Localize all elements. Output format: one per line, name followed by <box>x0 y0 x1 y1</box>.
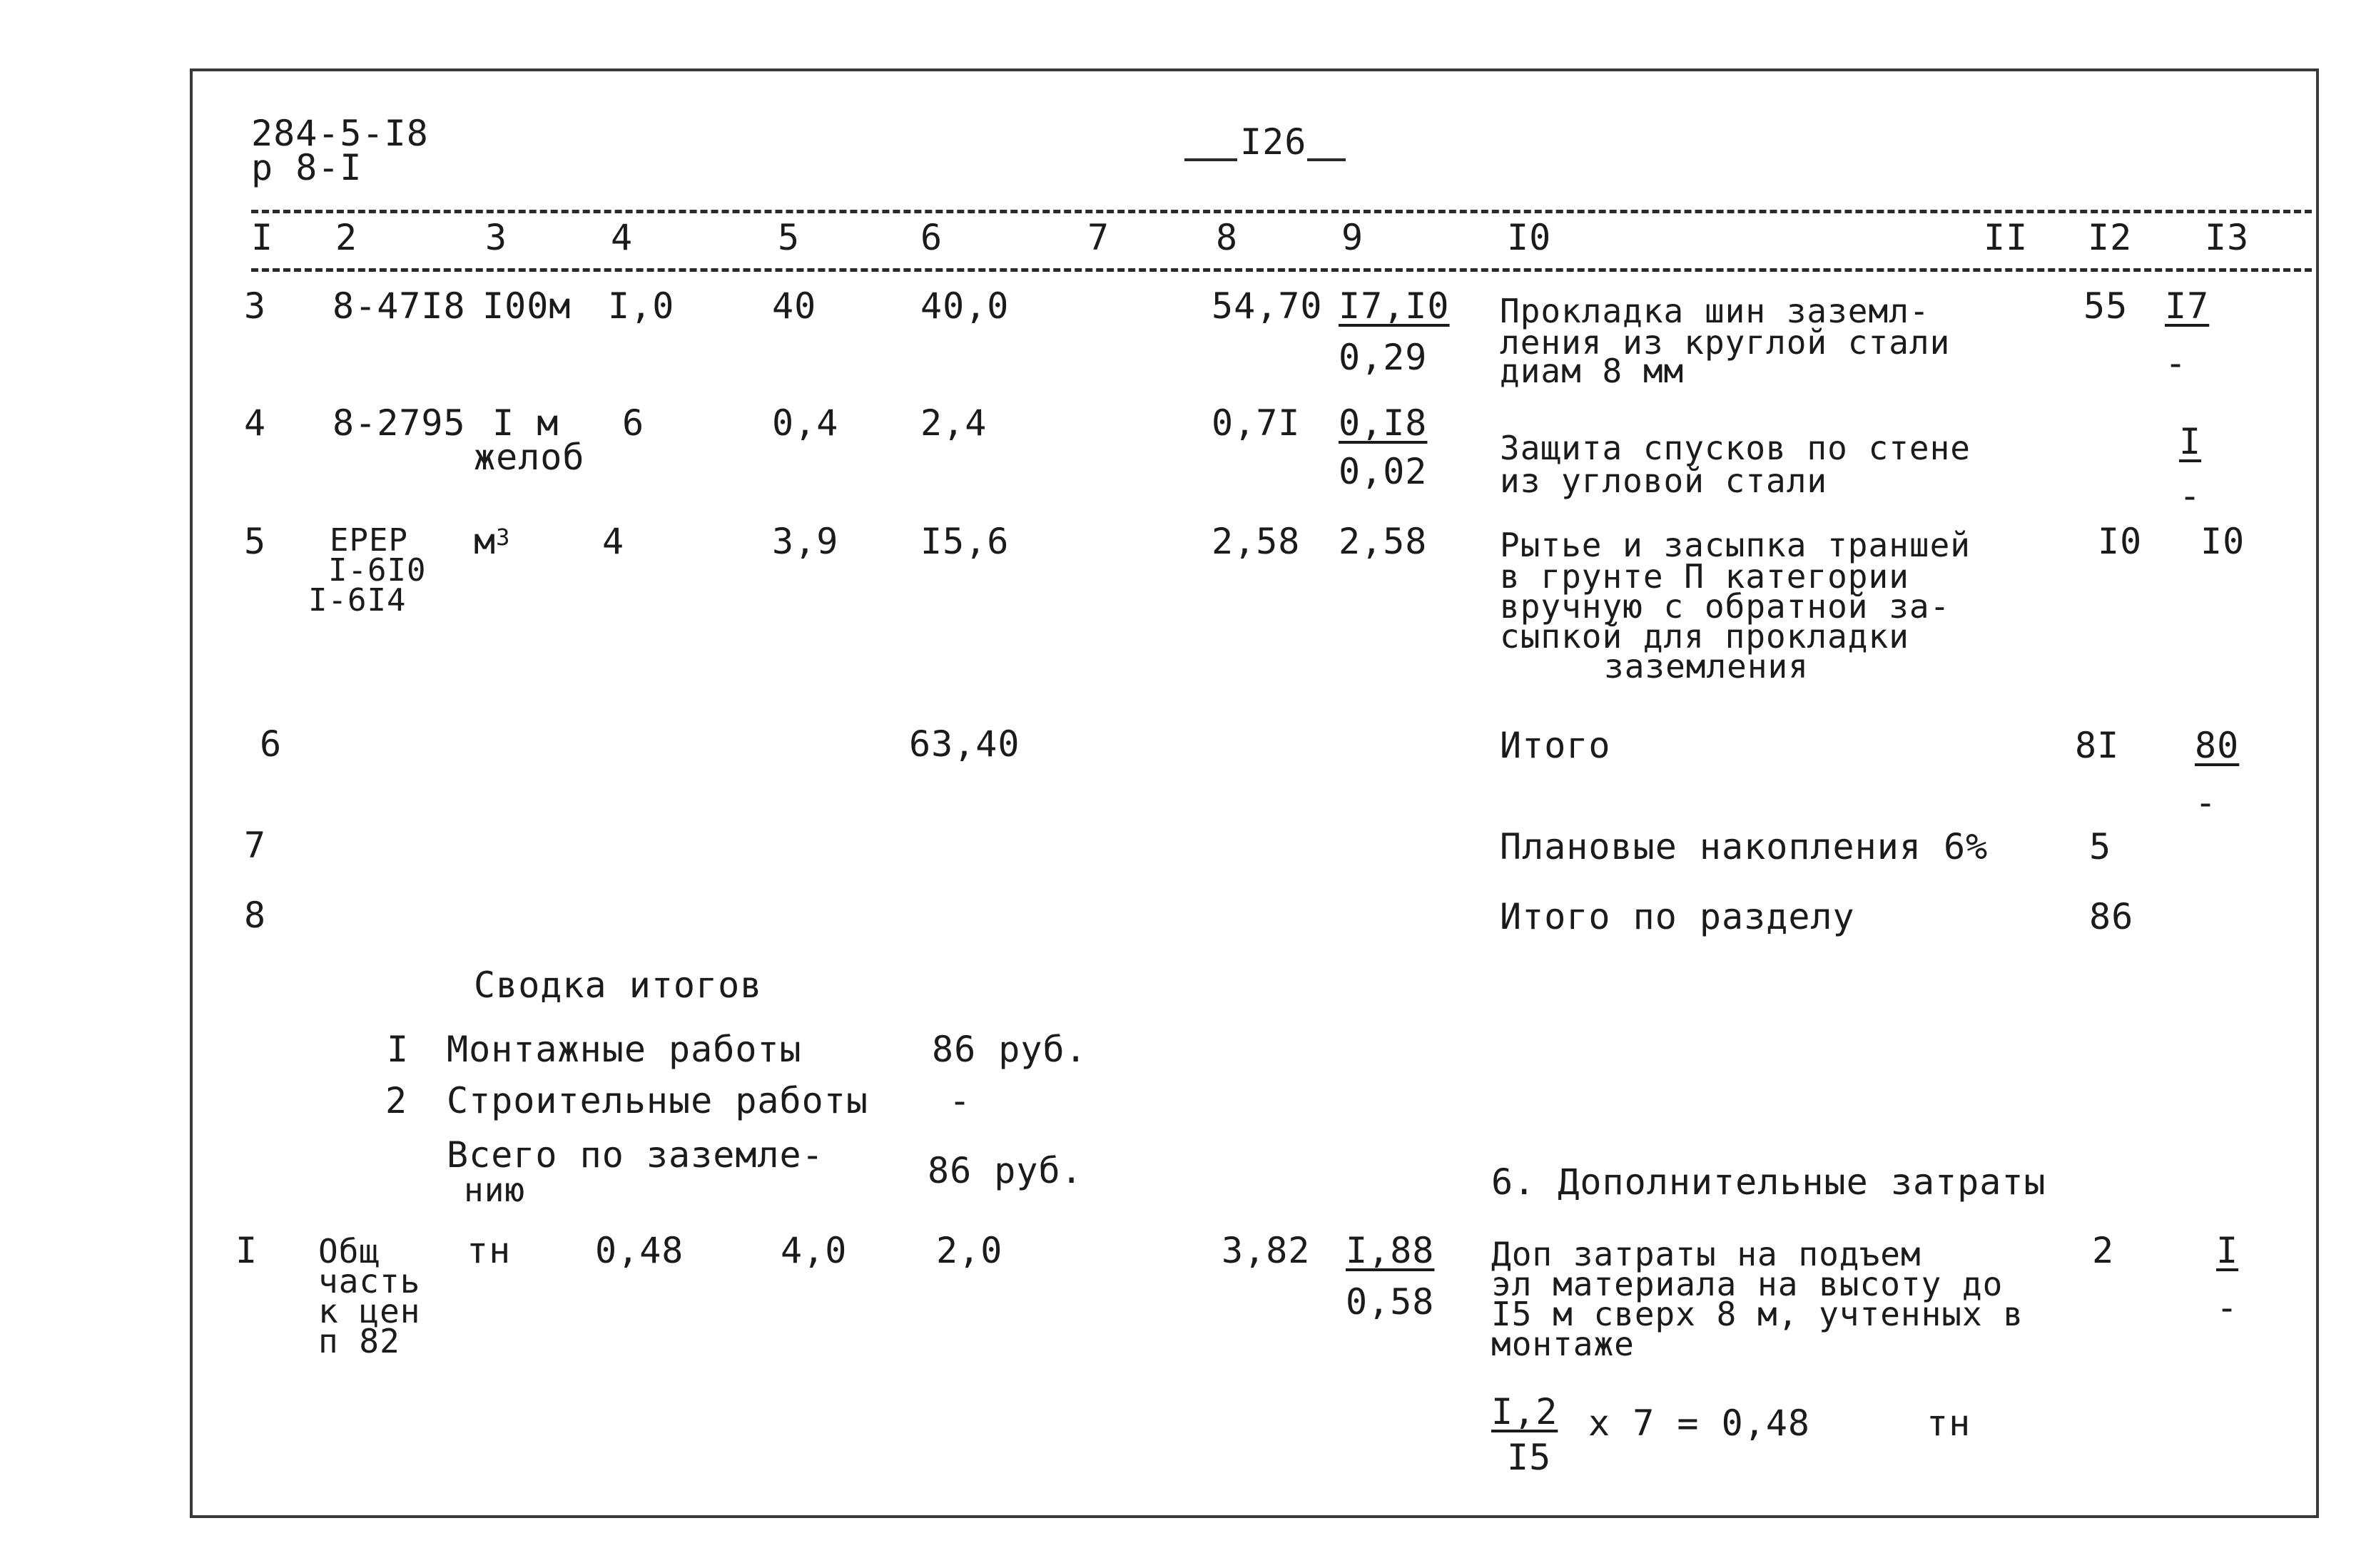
description-line: монтаже <box>1491 1325 1635 1363</box>
description-line: I5 м сверх 8 м, учтенных в <box>1491 1295 2024 1333</box>
col-5: 3,9 <box>772 521 839 562</box>
formula-numerator: I,2 <box>1491 1391 1558 1432</box>
col-9-bottom: 0,29 <box>1339 337 1428 378</box>
formula-denominator: I5 <box>1507 1437 1552 1478</box>
code-line: к цен <box>318 1292 421 1330</box>
section-code: р 8-I <box>251 147 362 188</box>
col-9: 2,58 <box>1339 521 1428 562</box>
description-line: Плановые накопления 6% <box>1500 826 1989 867</box>
col-13: I0 <box>2200 521 2245 562</box>
page-number: I26 <box>1240 121 1307 163</box>
col-12: 2 <box>2092 1230 2115 1271</box>
code-line: п 82 <box>318 1322 400 1360</box>
column-header: II <box>1984 217 2029 258</box>
unit: I00м <box>482 285 572 327</box>
column-header: I0 <box>1507 217 1552 258</box>
col-13-bottom: - <box>2165 342 2188 384</box>
col-9-bottom: 0,02 <box>1339 451 1428 492</box>
column-header: 6 <box>920 217 943 258</box>
unit: I м <box>492 402 559 444</box>
summary-item-value: - <box>949 1080 972 1121</box>
description-line: вручную с обратной за- <box>1500 587 1951 626</box>
description-line: Прокладка шин заземл- <box>1500 292 1930 330</box>
summary-item-label: Строительные работы <box>447 1080 868 1121</box>
row-number: 5 <box>244 521 267 562</box>
description-line: эл материала на высоту до <box>1491 1265 2004 1303</box>
col-12: 86 <box>2089 896 2134 937</box>
col-5: 4,0 <box>781 1230 848 1271</box>
col-13-top: I <box>2216 1230 2239 1271</box>
quantity: I,0 <box>608 285 675 327</box>
summary-item-value: 86 руб. <box>932 1029 1087 1070</box>
col-6: 63,40 <box>909 723 1020 765</box>
code-line: Общ <box>318 1232 380 1271</box>
column-header: 7 <box>1087 217 1110 258</box>
description-line: Итого <box>1500 725 1611 766</box>
column-header: 8 <box>1216 217 1239 258</box>
col-6: 2,0 <box>936 1230 1003 1271</box>
description-line: сыпкой для прокладки <box>1500 617 1909 656</box>
col-13-top: I <box>2179 421 2202 462</box>
page-number-rule-right <box>1307 158 1346 161</box>
column-header: 5 <box>778 217 801 258</box>
col-8: 3,82 <box>1222 1230 1311 1271</box>
col-13-top: 80 <box>2195 725 2240 766</box>
price-code: 8-47I8 <box>332 285 466 327</box>
col-9-bottom: 0,58 <box>1346 1281 1435 1323</box>
col-6: I5,6 <box>920 521 1010 562</box>
summary-title: Сводка итогов <box>474 964 763 1006</box>
description-line: ления из круглой стали <box>1500 323 1951 362</box>
price-code: ЕРЕР <box>330 522 408 559</box>
col-8: 2,58 <box>1212 521 1301 562</box>
quantity: 6 <box>622 402 645 444</box>
col-12: I0 <box>2098 521 2143 562</box>
row-number: 3 <box>244 285 267 327</box>
column-header: 4 <box>611 217 634 258</box>
row-number: I <box>235 1230 258 1271</box>
description-line: в грунте П категории <box>1500 557 1909 596</box>
row-number: 4 <box>244 402 267 444</box>
description-line: заземления <box>1604 647 1809 686</box>
price-code: 8-2795 <box>332 402 466 444</box>
description-line: Рытье и засыпка траншей <box>1500 526 1971 564</box>
summary-item-label: Монтажные работы <box>447 1029 802 1070</box>
doc-code: 284-5-I8 <box>251 113 429 154</box>
col-8: 0,7I <box>1212 402 1301 444</box>
description-line: Защита спусков по стене <box>1500 429 1971 467</box>
column-header: I <box>251 217 274 258</box>
col-13-bottom: - <box>2179 475 2202 516</box>
col-13-bottom: - <box>2216 1287 2239 1328</box>
summary-total-value: 86 руб. <box>928 1150 1083 1191</box>
col-12: 5 <box>2089 826 2112 867</box>
price-code-line: I-6I4 <box>308 582 407 618</box>
summary-item-number: 2 <box>385 1080 408 1121</box>
column-header: 3 <box>485 217 508 258</box>
summary-total-label: Всего по заземле- <box>447 1134 824 1176</box>
description-line: Доп затраты на подъем <box>1491 1235 1921 1273</box>
col-9-top: 0,I8 <box>1339 402 1428 444</box>
row-number: 6 <box>260 723 283 765</box>
quantity: 4 <box>602 521 625 562</box>
unit-note: желоб <box>474 437 585 478</box>
col-6: 2,4 <box>920 402 988 444</box>
price-code-line: I-6I0 <box>328 552 427 589</box>
column-header: 2 <box>335 217 358 258</box>
col-5: 0,4 <box>772 402 839 444</box>
summary-item-number: I <box>387 1029 410 1070</box>
description-line: диам 8 мм <box>1500 352 1685 390</box>
col-13-top: I7 <box>2165 285 2210 327</box>
section-title: 6. Дополнительные затраты <box>1491 1161 2046 1203</box>
description-line: Итого по разделу <box>1500 896 1855 937</box>
column-header: I2 <box>2088 217 2133 258</box>
col-12: 8I <box>2075 725 2120 766</box>
summary-total-label-cont: нию <box>464 1171 526 1209</box>
col-6: 40,0 <box>920 285 1010 327</box>
header-rule-bottom <box>251 268 2312 272</box>
page-number-rule-left <box>1184 158 1237 161</box>
col-13-bottom: - <box>2195 782 2218 823</box>
column-header: 9 <box>1341 217 1364 258</box>
formula-unit: тн <box>1926 1402 1971 1444</box>
col-9-top: I7,I0 <box>1339 285 1450 327</box>
column-header: I3 <box>2205 217 2250 258</box>
header-rule-top <box>251 210 2312 213</box>
col-5: 40 <box>772 285 817 327</box>
row-number: 7 <box>244 825 267 866</box>
formula-expression: х 7 = 0,48 <box>1588 1402 1811 1444</box>
unit: тн <box>467 1230 512 1271</box>
col-8: 54,70 <box>1212 285 1323 327</box>
col-9-top: I,88 <box>1346 1230 1435 1271</box>
unit: $м^3$ <box>474 521 511 562</box>
description-line: из угловой стали <box>1500 462 1828 500</box>
code-line: часть <box>318 1262 421 1300</box>
quantity: 0,48 <box>595 1230 684 1271</box>
row-number: 8 <box>244 895 267 936</box>
col-12: 55 <box>2083 285 2128 327</box>
